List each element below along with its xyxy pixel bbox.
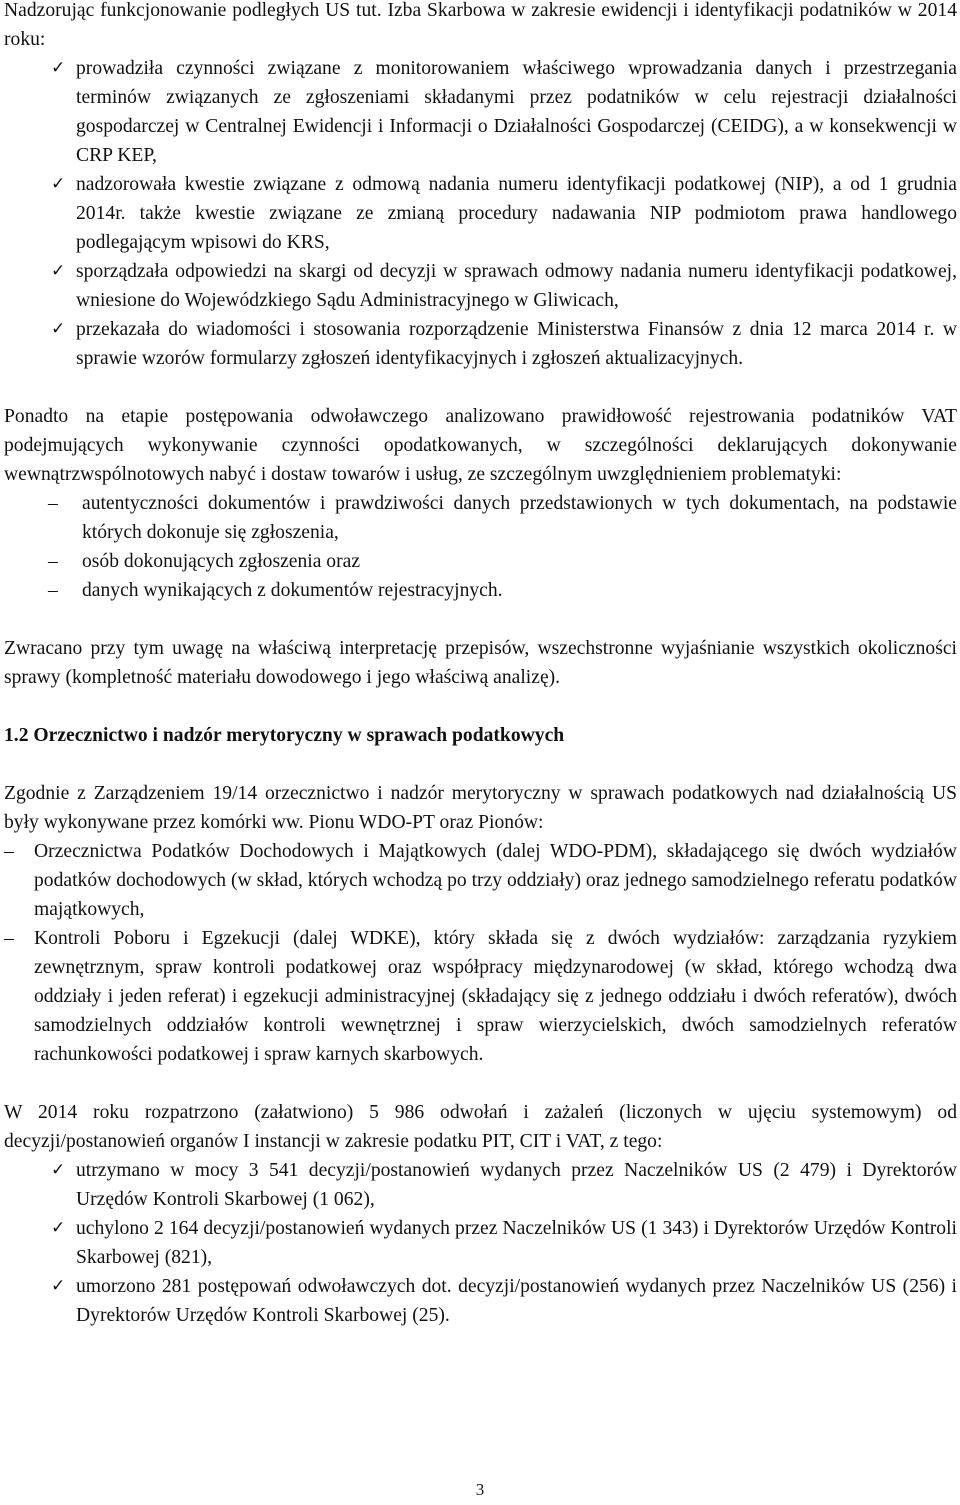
checkmark-icon: ✓ xyxy=(51,58,66,78)
document-page xyxy=(4,0,957,1330)
checkmark-icon: ✓ xyxy=(51,174,66,194)
paragraph-vat-registration: Ponadto na etapie postępowania odwoławczego analizowano prawidłowość rejestrowania podatników VAT podejmujących wykonywanie czynności opodatkowanych, w szczególności deklarujących dokonywanie wewnątrzwspólnotowych nabyć i dostaw towarów i usług, ze szczególnym uwzględnieniem problematyki: xyxy=(4,406,957,485)
dash-icon: – xyxy=(4,841,14,862)
list-item: – Kontroli Poboru i Egzekucji (dalej WDKE), który składa się z dwóch wydziałów: zarządzania ryzykiem zewnętrznym, spraw kontroli podatkowej oraz współpracy międzynarodowej (w skład, którego wchodzą dwa oddziały i jeden referat) i egzekucji administracyjnej (składający się z jednego oddziału i dwóch referatów), dwóch samodzielnych oddziałów kontroli wewnętrznej i spraw wierzycielskich, dwóch samodzielnych referatów rachunkowości podatkowej i spraw karnych skarbowych. xyxy=(4,924,957,1069)
checkmark-icon: ✓ xyxy=(51,261,66,281)
list-item: – autentyczności dokumentów i prawdziwości danych przedstawionych w tych dokumentach, na podstawie których dokonuje się zgłoszenia, xyxy=(4,489,957,547)
paragraph-regulation: Zgodnie z Zarządzeniem 19/14 orzecznictwo i nadzór merytoryczny w sprawach podatkowych nad działalnością US były wykonywane przez komórki ww. Pionu WDO-PT oraz Pionów: xyxy=(4,783,957,833)
list-item: ✓ uchylono 2 164 decyzji/postanowień wydanych przez Naczelników US (1 343) i Dyrektorów Urzędów Kontroli Skarbowej (821), xyxy=(4,1214,957,1272)
paragraph-interpretation: Zwracano przy tym uwagę na właściwą interpretację przepisów, wszechstronne wyjaśnianie wszystkich okoliczności sprawy (kompletność materiału dowodowego i jego właściwą analizę). xyxy=(4,638,957,688)
list-item: ✓ prowadziła czynności związane z monitorowaniem właściwego wprowadzania danych i przestrzegania terminów związanych ze zgłoszeniami składanymi przez podatników w celu rejestracji działalności gospodarczej w Centralnej Ewidencji i Informacji o Działalności Gospodarczej (CEIDG), a w konsekwencji w CRP KEP, xyxy=(4,54,957,170)
dash-icon: – xyxy=(4,928,14,949)
list-item: ✓ umorzono 281 postępowań odwoławczych dot. decyzji/postanowień wydanych przez Naczelników US (256) i Dyrektorów Urzędów Kontroli Skarbowej (25). xyxy=(4,1272,957,1330)
list-item: ✓ nadzorowała kwestie związane z odmową nadania numeru identyfikacji podatkowej (NIP), a od 1 grudnia 2014r. także kwestie związane ze zmianą procedury nadawania NIP podmiotom prawa handlowego podlegającym wpisowi do KRS, xyxy=(4,170,957,257)
page-number: 3 xyxy=(475,1480,485,1499)
dashlist-divisions xyxy=(4,837,957,1069)
list-item: – osób dokonujących zgłoszenia oraz xyxy=(4,547,957,576)
section-title: Orzecznictwo i nadzór merytoryczny w sprawach podatkowych xyxy=(33,725,565,746)
paragraph-intro: Nadzorując funkcjonowanie podległych US tut. Izba Skarbowa w zakresie ewidencji i identyfikacji podatników w 2014 roku: xyxy=(4,0,957,50)
list-item: – danych wynikających z dokumentów rejestracyjnych. xyxy=(4,576,957,605)
list-item: – Orzecznictwa Podatków Dochodowych i Majątkowych (dalej WDO-PDM), składającego się dwóch wydziałów podatków dochodowych (w skład, których wchodzą po trzy oddziały) oraz jednego samodzielnego referatu podatków majątkowych, xyxy=(4,837,957,924)
dash-icon: – xyxy=(48,493,58,514)
section-number: 1.2 xyxy=(4,725,29,746)
checkmark-icon: ✓ xyxy=(51,319,66,339)
checkmark-icon: ✓ xyxy=(51,1160,66,1180)
checklist-appeal-results xyxy=(4,1156,957,1330)
checklist-evidence-tasks xyxy=(4,54,957,373)
dash-icon: – xyxy=(48,551,58,572)
checkmark-icon: ✓ xyxy=(51,1218,66,1238)
list-item: ✓ utrzymano w mocy 3 541 decyzji/postanowień wydanych przez Naczelników US (2 479) i Dyrektorów Urzędów Kontroli Skarbowej (1 062), xyxy=(4,1156,957,1214)
list-item: ✓ sporządzała odpowiedzi na skargi od decyzji w sprawach odmowy nadania numeru identyfikacji podatkowej, wniesione do Wojewódzkiego Sądu Administracyjnego w Gliwicach, xyxy=(4,257,957,315)
list-item: ✓ przekazała do wiadomości i stosowania rozporządzenie Ministerstwa Finansów z dnia 12 marca 2014 r. w sprawie wzorów formularzy zgłoszeń identyfikacyjnych i zgłoszeń aktualizacyjnych. xyxy=(4,315,957,373)
dashlist-problems xyxy=(4,489,957,605)
dash-icon: – xyxy=(48,580,58,601)
paragraph-appeals: W 2014 roku rozpatrzono (załatwiono) 5 986 odwołań i zażaleń (liczonych w ujęciu systemowym) od decyzji/postanowień organów I instancji w zakresie podatku PIT, CIT i VAT, z tego: xyxy=(4,1102,957,1152)
checkmark-icon: ✓ xyxy=(51,1276,66,1296)
section-heading xyxy=(4,721,957,750)
